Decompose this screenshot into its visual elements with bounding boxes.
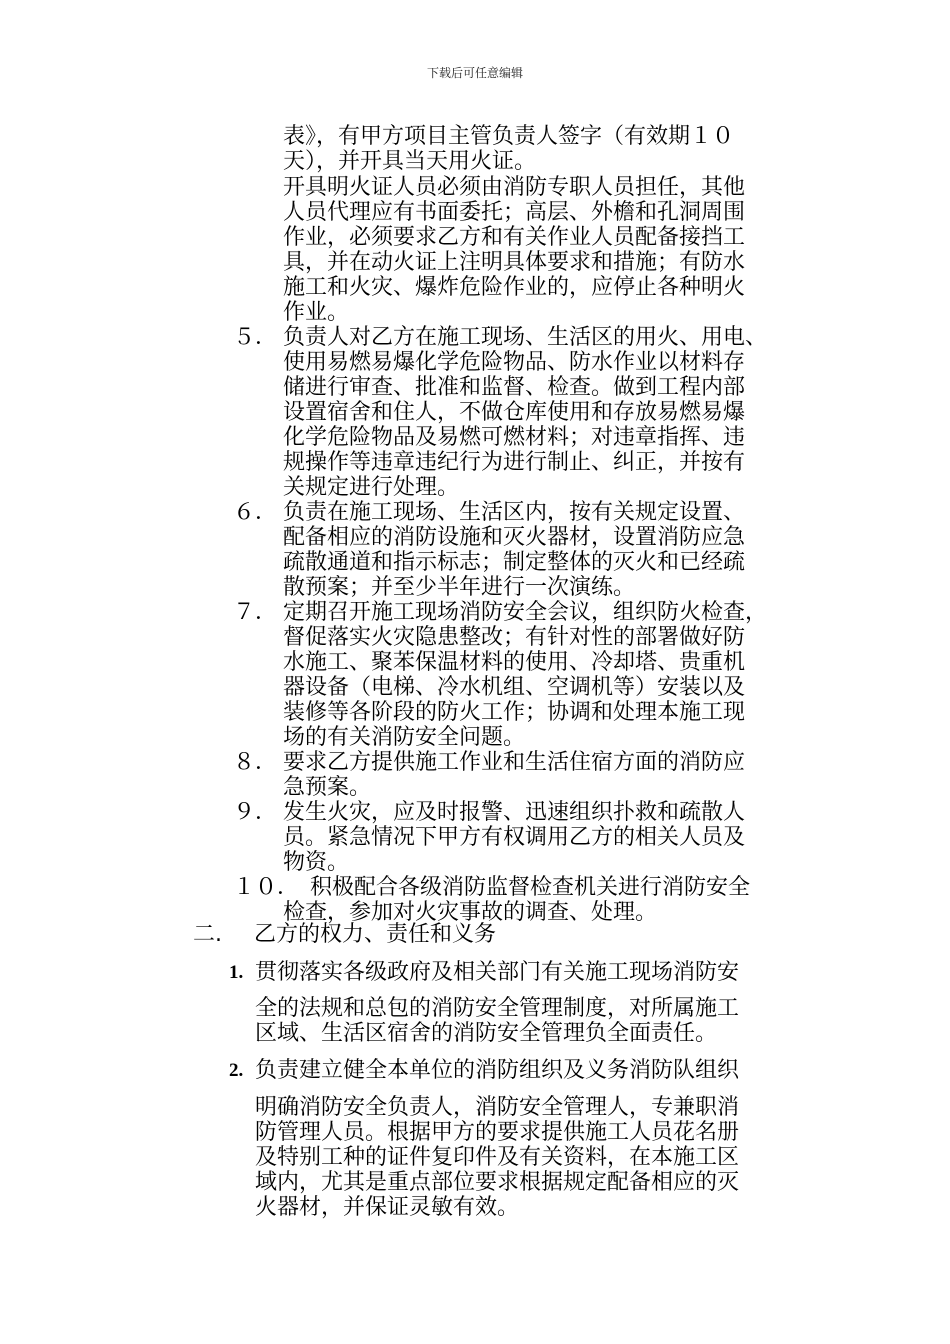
text-line: 负责建立健全本单位的消防组织及义务消防队组织 (255, 1058, 740, 1083)
text-line: 物资。 (283, 850, 350, 875)
text-line: 防管理人员。根据甲方的要求提供施工人员花名册 (255, 1120, 740, 1145)
text-line: 疏散通道和指示标志；制定整体的灭火和已经疏 (283, 550, 746, 575)
section-title: 乙方的权力、责任和义务 (254, 922, 497, 947)
text-line: 作业。 (283, 300, 350, 325)
text-line: 散预案；并至少半年进行一次演练。 (283, 575, 636, 600)
text-line: 器设备（电梯、冷水机组、空调机等）安装以及 (283, 675, 746, 700)
text-line: 关规定进行处理。 (283, 475, 460, 500)
text-line: 域内，尤其是重点部位要求根据规定配备相应的灭 (255, 1170, 740, 1195)
text-line: 水施工、聚苯保温材料的使用、冷却塔、贵重机 (283, 650, 746, 675)
item-number: ６． (233, 500, 278, 525)
text-line: 贯彻落实各级政府及相关部门有关施工现场消防安 (255, 960, 740, 985)
text-line: 定期召开施工现场消防安全会议，组织防火检查， (283, 600, 768, 625)
text-line: 储进行审查、批准和监督、检查。做到工程内部 (283, 375, 746, 400)
text-line: 急预案。 (283, 775, 372, 800)
text-line: 作业，必须要求乙方和有关作业人员配备接挡工 (283, 225, 746, 250)
item-number: ５． (233, 325, 278, 350)
text-line: 表》，有甲方项目主管负责人签字（有效期１０ (283, 124, 735, 149)
text-line: 天），并开具当天用火证。 (283, 149, 537, 174)
text-line: 负责在施工现场、生活区内，按有关规定设置、 (283, 500, 746, 525)
text-line: 负责人对乙方在施工现场、生活区的用火、用电、 (283, 325, 768, 350)
text-line: 检查，参加对火灾事故的调查、处理。 (283, 900, 658, 925)
text-line: 督促落实火灾隐患整改；有针对性的部署做好防 (283, 625, 746, 650)
text-line: 规操作等违章违纪行为进行制止、纠正，并按有 (283, 450, 746, 475)
item-number: ９． (233, 800, 278, 825)
text-line: 区域、生活区宿舍的消防安全管理负全面责任。 (255, 1021, 718, 1046)
text-line: 化学危险物品及易燃可燃材料；对违章指挥、违 (283, 425, 746, 450)
text-line: 员。紧急情况下甲方有权调用乙方的相关人员及 (283, 825, 746, 850)
text-line: 场的有关消防安全问题。 (283, 725, 526, 750)
text-line: 人员代理应有书面委托；高层、外檐和孔洞周围 (283, 200, 746, 225)
item-number: 1. (229, 962, 244, 983)
text-line: 使用易燃易爆化学危险物品、防水作业以材料存 (283, 350, 746, 375)
section-number: 二. (193, 922, 222, 947)
text-line: 要求乙方提供施工作业和生活住宿方面的消防应 (283, 750, 746, 775)
item-number: １０． (233, 875, 300, 900)
text-line: 设置宿舍和住人，不做仓库使用和存放易燃易爆 (283, 400, 746, 425)
item-number: ８． (233, 750, 278, 775)
text-line: 明确消防安全负责人，消防安全管理人，专兼职消 (255, 1095, 740, 1120)
text-line: 装修等各阶段的防火工作；协调和处理本施工现 (283, 700, 746, 725)
text-line: 全的法规和总包的消防安全管理制度，对所属施工 (255, 996, 740, 1021)
item-number: ７． (233, 600, 278, 625)
text-line: 发生火灾，应及时报警、迅速组织扑救和疏散人 (283, 800, 746, 825)
text-line: 及特别工种的证件复印件及有关资料，在本施工区 (255, 1145, 740, 1170)
item-number: 2. (229, 1060, 244, 1081)
text-line: 具，并在动火证上注明具体要求和措施；有防水 (283, 250, 746, 275)
text-line: 施工和火灾、爆炸危险作业的，应停止各种明火 (283, 275, 746, 300)
page-header: 下载后可任意编辑 (426, 66, 523, 80)
text-line: 火器材，并保证灵敏有效。 (255, 1195, 520, 1220)
text-line: 积极配合各级消防监督检查机关进行消防安全 (310, 875, 751, 900)
text-line: 配备相应的消防设施和灭火器材，设置消防应急 (283, 525, 746, 550)
text-line: 开具明火证人员必须由消防专职人员担任，其他 (283, 175, 746, 200)
